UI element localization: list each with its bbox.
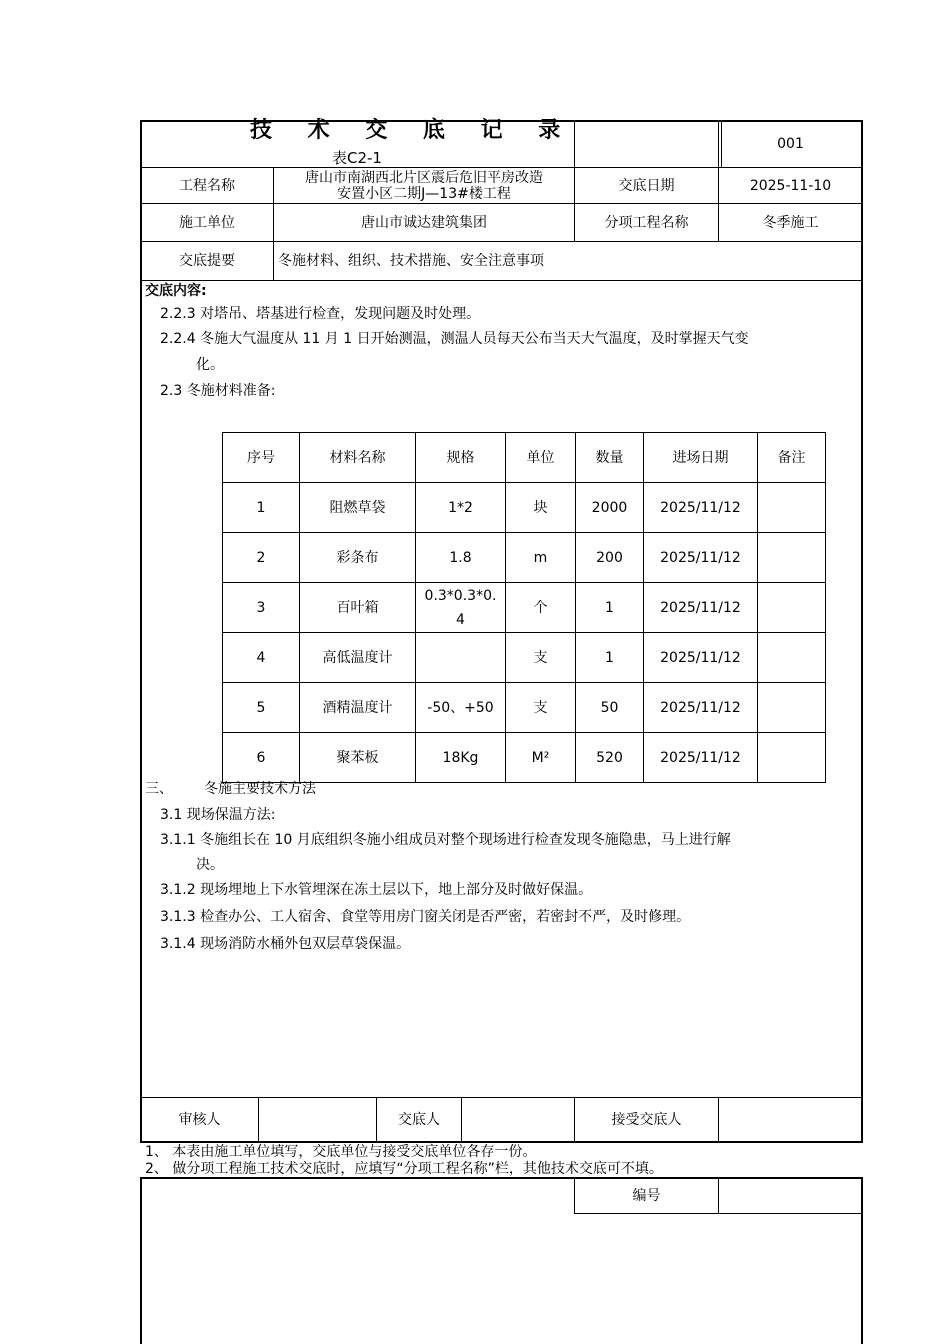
subitem-value: 冬季施工 (762, 214, 819, 231)
table-cell: 2025/11/12 (644, 483, 758, 533)
section-3-number: 三、 (145, 781, 173, 797)
table-cell: 百叶箱 (300, 583, 416, 633)
section-3-title: 冬施主要技术方法 (204, 781, 316, 797)
materials-table (222, 432, 826, 783)
table-cell (758, 583, 826, 633)
summary-value: 冬施材料、组织、技术措施、安全注意事项 (278, 253, 544, 269)
table-cell: 18Kg (416, 733, 506, 783)
table-cell: 1 (223, 483, 300, 533)
table-cell: 6 (223, 733, 300, 783)
table-cell (416, 633, 506, 683)
receiver-field[interactable] (719, 1098, 862, 1142)
project-name-value (274, 168, 574, 203)
table-header-cell: 备注 (758, 433, 826, 483)
table-cell: 高低温度计 (300, 633, 416, 683)
content-heading: 交底内容: (145, 283, 207, 299)
table-cell: 2025/11/12 (644, 633, 758, 683)
table-header-cell: 进场日期 (644, 433, 758, 483)
table-cell: 阻燃草袋 (300, 483, 416, 533)
table-cell: 2000 (576, 483, 644, 533)
table-cell: 1.8 (416, 533, 506, 583)
table-header-row (223, 433, 826, 483)
project-name-label: 工程名称 (179, 177, 235, 194)
note-1: 1、 本表由施工单位填写，交底单位与接受交底单位各存一份。 (145, 1144, 537, 1160)
table-row (223, 533, 826, 583)
table-cell: 4 (223, 633, 300, 683)
paragraph-2-2-3: 2.2.3 对塔吊、塔基进行检查，发现问题及时处理。 (160, 306, 481, 322)
table-header-cell: 数量 (576, 433, 644, 483)
table-row (223, 733, 826, 783)
paragraph-3-1-3: 3.1.3 检查办公、工人宿舍、食堂等用房门窗关闭是否严密，若密封不严，及时修理。 (160, 909, 691, 925)
table-cell: 个 (506, 583, 576, 633)
table-header-cell: 规格 (416, 433, 506, 483)
table-cell: 支 (506, 633, 576, 683)
builder-label: 施工单位 (179, 214, 235, 231)
table-cell: 200 (576, 533, 644, 583)
table-row (223, 583, 826, 633)
table-cell: 1 (576, 583, 644, 633)
table-header-cell: 序号 (223, 433, 300, 483)
paragraph-3-1-2: 3.1.2 现场埋地上下水管埋深在冻土层以下，地上部分及时做好保温。 (160, 882, 593, 898)
table-row (223, 483, 826, 533)
paragraph-3-1-1-line-1: 3.1.1 冬施组长在 10 月底组织冬施小组成员对整个现场进行检查发现冬施隐患，马上进行解 (160, 832, 731, 848)
paragraph-3-1-4: 3.1.4 现场消防水桶外包双层草袋保温。 (160, 936, 411, 952)
table-header-cell: 材料名称 (300, 433, 416, 483)
presenter-label: 交底人 (398, 1112, 440, 1128)
receiver-label: 接受交底人 (611, 1112, 682, 1128)
table-cell (758, 683, 826, 733)
table-cell (758, 633, 826, 683)
table-cell: 酒精温度计 (300, 683, 416, 733)
table-cell: 2025/11/12 (644, 533, 758, 583)
project-name-line-1: 唐山市南湖西北片区震后危旧平房改造 (305, 169, 543, 186)
reviewer-label: 审核人 (178, 1112, 221, 1128)
note-2: 2、 做分项工程施工技术交底时，应填写“分项工程名称”栏，其他技术交底可不填。 (145, 1161, 663, 1177)
table-cell (758, 733, 826, 783)
project-name-line-2: 安置小区二期J—13#楼工程 (337, 185, 511, 202)
table-cell: 聚苯板 (300, 733, 416, 783)
summary-label: 交底提要 (179, 253, 235, 269)
table-cell (758, 483, 826, 533)
reviewer-field[interactable] (259, 1098, 376, 1142)
paragraph-3-1: 3.1 现场保温方法: (160, 807, 276, 823)
table-cell: m (506, 533, 576, 583)
header-row-line-4 (141, 280, 862, 281)
builder-value: 唐山市诚达建筑集团 (361, 214, 487, 231)
table-cell: 2025/11/12 (644, 733, 758, 783)
form-code: 表C2-1 (332, 149, 382, 167)
table-row (223, 633, 826, 683)
table-row (223, 683, 826, 733)
next-form-number-field[interactable] (719, 1179, 861, 1213)
table-cell: 5 (223, 683, 300, 733)
paragraph-2-2-4-line-2: 化。 (196, 357, 224, 373)
date-value: 2025-11-10 (749, 177, 832, 194)
form-title: 技 术 交 底 记 录 (250, 118, 575, 143)
table-cell: 1*2 (416, 483, 506, 533)
table-cell: 520 (576, 733, 644, 783)
table-cell: 彩条布 (300, 533, 416, 583)
paragraph-2-2-4-line-1: 2.2.4 冬施大气温度从 11 月 1 日开始测温，测温人员每天公布当天大气温度，及时掌握天气变 (160, 331, 749, 347)
presenter-field[interactable] (462, 1098, 574, 1142)
table-cell (758, 533, 826, 583)
table-cell: 1 (576, 633, 644, 683)
table-cell: -50、+50 (416, 683, 506, 733)
table-cell: 2025/11/12 (644, 583, 758, 633)
table-cell: 0.3*0.3*0.4 (416, 583, 506, 633)
table-header-cell: 单位 (506, 433, 576, 483)
table-cell: 50 (576, 683, 644, 733)
table-cell: M² (506, 733, 576, 783)
subitem-label: 分项工程名称 (604, 214, 689, 231)
table-cell: 2 (223, 533, 300, 583)
table-cell: 2025/11/12 (644, 683, 758, 733)
date-label: 交底日期 (618, 177, 675, 194)
next-form-number-label: 编号 (632, 1188, 661, 1204)
table-cell: 3 (223, 583, 300, 633)
record-number: 001 (777, 136, 804, 152)
table-cell: 支 (506, 683, 576, 733)
table-cell: 块 (506, 483, 576, 533)
paragraph-2-3: 2.3 冬施材料准备: (160, 383, 276, 399)
paragraph-3-1-1-line-2: 决。 (196, 857, 224, 873)
